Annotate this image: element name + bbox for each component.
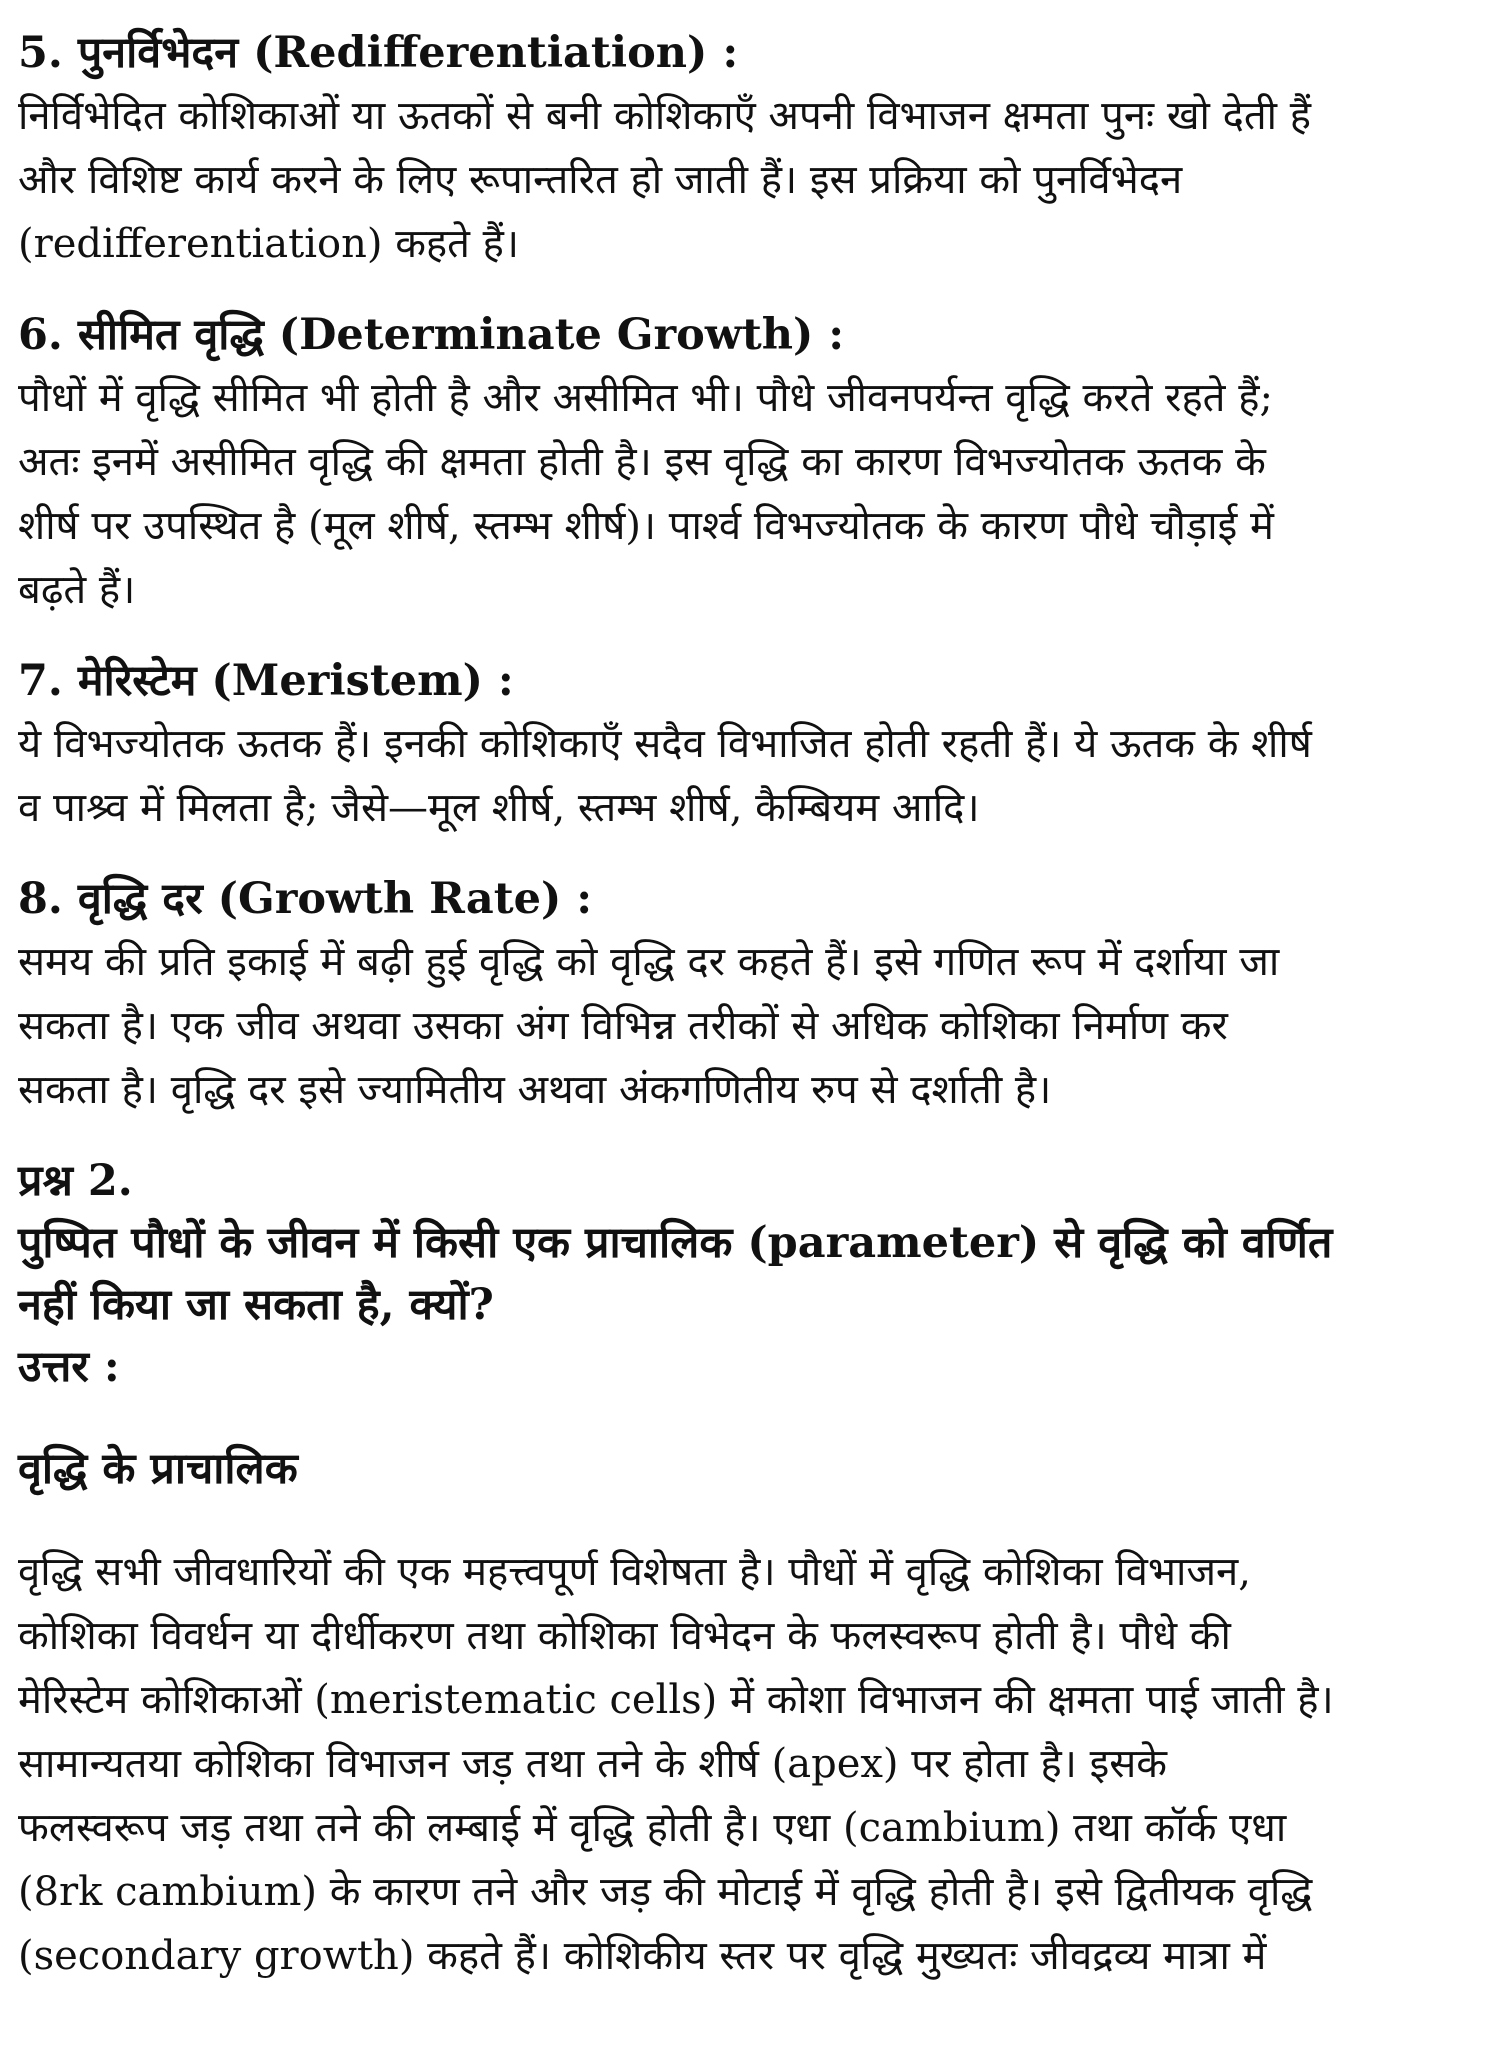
section-meristem bbox=[18, 650, 1477, 840]
paragraph-line: अतः इनमें असीमित वृद्धि की क्षमता होती है। इस वृद्धि का कारण विभज्योतक ऊतक के bbox=[18, 439, 1266, 485]
paragraph-line: और विशिष्ट कार्य करने के लिए रूपान्तरित हो जाती हैं। इस प्रक्रिया को पुनर्विभेदन bbox=[18, 157, 1183, 203]
paragraph-line: समय की प्रति इकाई में बढ़ी हुई वृद्धि को वृद्धि दर कहते हैं। इसे गणित रूप में दर्शाया जा bbox=[18, 939, 1280, 985]
paragraph-line: (8rk cambium) के कारण तने और जड़ की मोटाई में वृद्धि होती है। इसे द्वितीयक वृद्धि bbox=[18, 1869, 1313, 1915]
paragraph-line: (redifferentiation) कहते हैं। bbox=[18, 221, 520, 267]
section-paragraph bbox=[18, 366, 1477, 622]
section-heading: 8. वृद्धि दर (Growth Rate) : bbox=[18, 874, 593, 924]
question-block bbox=[18, 1150, 1477, 1398]
paragraph-line: सकता है। एक जीव अथवा उसका अंग विभिन्न तरीकों से अधिक कोशिका निर्माण कर bbox=[18, 1003, 1228, 1049]
answer-paragraph bbox=[18, 1540, 1477, 1988]
paragraph-line: (secondary growth) कहते हैं। कोशिकीय स्तर पर वृद्धि मुख्यतः जीवद्रव्य मात्रा में bbox=[18, 1933, 1267, 1979]
answer-block bbox=[18, 1438, 1477, 1988]
paragraph-line: व पाश्र्व में मिलता है; जैसे—मूल शीर्ष, स्तम्भ शीर्ष, कैम्बियम आदि। bbox=[18, 785, 980, 831]
section-redifferentiation bbox=[18, 22, 1477, 276]
question-text bbox=[18, 1212, 1477, 1336]
paragraph-line: फलस्वरूप जड़ तथा तने की लम्बाई में वृद्धि होती है। एधा (cambium) तथा कॉर्क एधा bbox=[18, 1805, 1287, 1851]
section-heading: 5. पुनर्विभेदन (Redifferentiation) : bbox=[18, 28, 739, 78]
paragraph-line: सामान्यतया कोशिका विभाजन जड़ तथा तने के शीर्ष (apex) पर होता है। इसके bbox=[18, 1741, 1168, 1787]
question-line: नहीं किया जा सकता है, क्यों? bbox=[18, 1280, 494, 1330]
question-label: प्रश्न 2. bbox=[18, 1156, 133, 1206]
paragraph-line: सकता है। वृद्धि दर इसे ज्यामितीय अथवा अंकगणितीय रुप से दर्शाती है। bbox=[18, 1067, 1052, 1113]
paragraph-line: पौधों में वृद्धि सीमित भी होती है और असीमित भी। पौधे जीवनपर्यन्त वृद्धि करते रहते हैं; bbox=[18, 375, 1273, 421]
paragraph-line: वृद्धि सभी जीवधारियों की एक महत्त्वपूर्ण विशेषता है। पौधों में वृद्धि कोशिका विभाजन, bbox=[18, 1549, 1251, 1595]
answer-subheading: वृद्धि के प्राचालिक bbox=[18, 1444, 298, 1494]
section-heading: 6. सीमित वृद्धि (Determinate Growth) : bbox=[18, 310, 845, 360]
paragraph-line: शीर्ष पर उपस्थित है (मूल शीर्ष, स्तम्भ शीर्ष)। पार्श्व विभज्योतक के कारण पौधे चौड़ाई में bbox=[18, 503, 1274, 549]
section-growth-rate bbox=[18, 868, 1477, 1122]
section-paragraph bbox=[18, 84, 1477, 276]
section-paragraph bbox=[18, 930, 1477, 1122]
paragraph-line: मेरिस्टेम कोशिकाओं (meristematic cells) में कोशा विभाजन की क्षमता पाई जाती है। bbox=[18, 1677, 1334, 1723]
paragraph-line: ये विभज्योतक ऊतक हैं। इनकी कोशिकाएँ सदैव विभाजित होती रहती हैं। ये ऊतक के शीर्ष bbox=[18, 721, 1312, 767]
paragraph-line: निर्विभेदित कोशिकाओं या ऊतकों से बनी कोशिकाएँ अपनी विभाजन क्षमता पुनः खो देती हैं bbox=[18, 93, 1311, 139]
section-paragraph bbox=[18, 712, 1477, 840]
paragraph-line: कोशिका विवर्धन या दीर्धीकरण तथा कोशिका विभेदन के फलस्वरूप होती है। पौधे की bbox=[18, 1613, 1231, 1659]
paragraph-line: बढ़ते हैं। bbox=[18, 567, 136, 613]
question-line: पुष्पित पौधों के जीवन में किसी एक प्राचालिक (parameter) से वृद्धि को वर्णित bbox=[18, 1218, 1333, 1268]
answer-label: उत्तर : bbox=[18, 1342, 120, 1392]
section-heading: 7. मेरिस्टेम (Meristem) : bbox=[18, 656, 514, 706]
section-determinate-growth bbox=[18, 304, 1477, 622]
